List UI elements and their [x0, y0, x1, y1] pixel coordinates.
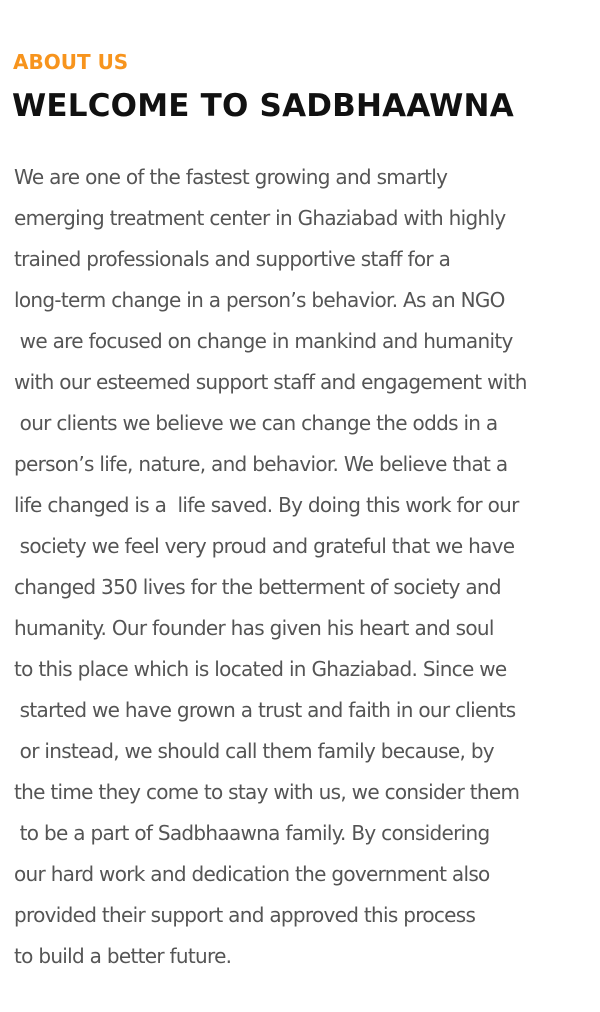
paragraph-line: long-term change in a person’s behavior. As an NGO — [14, 288, 505, 312]
paragraph-line: society we feel very proud and grateful that we have — [14, 534, 515, 558]
paragraph-line: changed 350 lives for the betterment of society and — [14, 575, 501, 599]
paragraph-line: to build a better future. — [14, 944, 232, 968]
paragraph-line: the time they come to stay with us, we consider them — [14, 780, 520, 804]
page-title: WELCOME TO SADBHAAWNA — [12, 88, 514, 124]
paragraph-line: humanity. Our founder has given his heart and soul — [14, 616, 494, 640]
paragraph-line: We are one of the fastest growing and smartly — [14, 165, 448, 189]
paragraph-line: or instead, we should call them family because, by — [14, 739, 494, 763]
paragraph-line: emerging treatment center in Ghaziabad with highly — [14, 206, 506, 230]
paragraph-line: started we have grown a trust and faith in our clients — [14, 698, 516, 722]
paragraph-line: to be a part of Sadbhaawna family. By considering — [14, 821, 490, 845]
paragraph-line: life changed is a life saved. By doing this work for our — [14, 493, 519, 517]
paragraph-line: with our esteemed support staff and engagement with — [14, 370, 527, 394]
paragraph-line: we are focused on change in mankind and humanity — [14, 329, 513, 353]
paragraph-line: trained professionals and supportive staff for a — [14, 247, 451, 271]
paragraph-line: to this place which is located in Ghaziabad. Since we — [14, 657, 507, 681]
about-us-label: ABOUT US — [13, 50, 129, 74]
about-paragraph — [14, 157, 594, 977]
paragraph-line: our clients we believe we can change the odds in a — [14, 411, 498, 435]
paragraph-line: person’s life, nature, and behavior. We believe that a — [14, 452, 508, 476]
paragraph-line: provided their support and approved this process — [14, 903, 476, 927]
paragraph-line: our hard work and dedication the government also — [14, 862, 490, 886]
